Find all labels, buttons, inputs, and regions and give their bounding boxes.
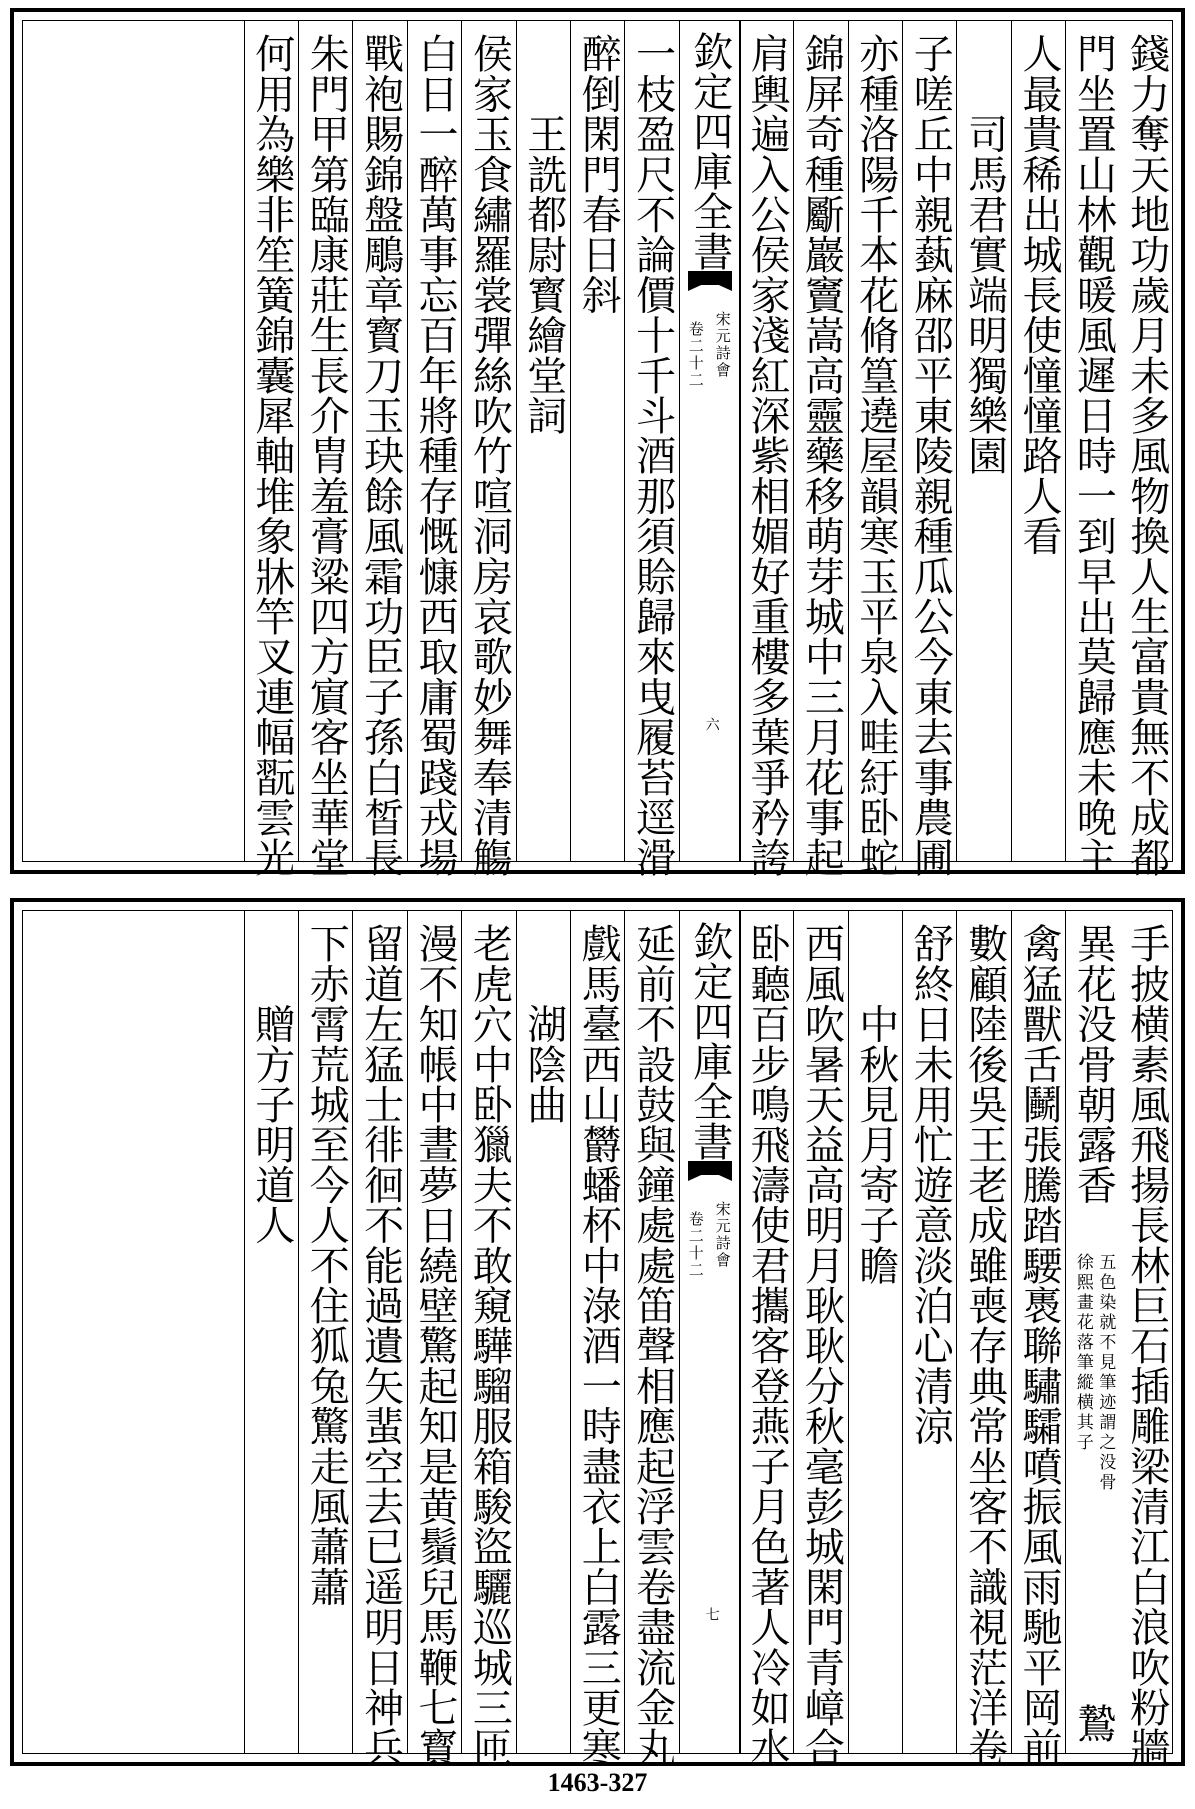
text-column	[624, 21, 679, 878]
collection-title: 欽定四庫全書	[686, 31, 733, 271]
text-column	[298, 911, 353, 1753]
column-text: 肩輿遍入公侯家淺紅深紫相媚好重樓多葉爭矜誇	[743, 33, 790, 878]
text-column	[1120, 911, 1174, 1768]
book-name: 宋元詩會	[713, 1201, 732, 1269]
column-text: 朱門甲第臨康莊生長介胄羞膏粱四方賔客坐華堂	[303, 33, 350, 878]
top-page-inner	[22, 20, 1173, 878]
column-text: 禽猛獸舌鬭張騰踏騕褭聯驌驦噴振風雨馳平岡前	[1015, 923, 1062, 1768]
text-column	[298, 21, 353, 878]
column-text: 數顧陸後吳王老成雖喪存典常坐客不識視茫洋卷	[961, 923, 1008, 1768]
column-text: 王詵都尉寳繪堂詞	[520, 33, 567, 435]
column-text: 亦種洛陽千本花脩篁遶屋韻寒玉平泉入畦紆卧蛇	[852, 33, 899, 878]
text-column	[902, 911, 957, 1753]
column-text: 老虎穴中卧獵夫不敢窺驊騮服箱駿盜驪巡城三匝	[466, 923, 513, 1768]
text-column	[956, 911, 1011, 1768]
text-column	[461, 911, 516, 1768]
juan-number: 卷二十二	[686, 1211, 705, 1279]
column-text: 何用為樂非笙簧錦囊犀軸堆象牀竿叉連幅翫雲光	[248, 33, 295, 878]
text-column	[1120, 21, 1174, 878]
text-column	[1065, 911, 1120, 1753]
column-text: 舒終日未用忙遊意淡泊心清涼	[907, 923, 954, 1446]
text-column	[244, 911, 299, 1753]
text-column	[1011, 21, 1066, 861]
text-column	[244, 21, 299, 878]
column-text: 錢力奪天地功歲月未多風物換人生富貴無不成都	[1123, 33, 1170, 878]
column-text: 漫不知帳中晝夢日繞壁驚起知是黄鬚兒馬鞭七寳	[411, 923, 458, 1768]
text-column	[516, 21, 571, 861]
text-column	[793, 21, 848, 878]
column-text: 延前不設鼓與鐘處處笛聲相應起浮雲卷盡流金丸	[629, 923, 676, 1768]
text-column	[352, 21, 407, 878]
text-column	[461, 21, 516, 878]
column-text: 人最貴稀出城長使憧憧路人看	[1015, 33, 1062, 556]
column-text: 西風吹暑天益高明月耿耿分秋毫彭城閑門青嶂合	[798, 923, 845, 1768]
column-text: 白日一醉萬事忘百年將種存慨慷西取庸蜀踐戎場	[411, 33, 458, 878]
annotation-line: 徐熙畫花落筆縱横其子	[1072, 1253, 1093, 1453]
text-column	[407, 21, 462, 878]
column-text: 錦屏奇種斸巖竇嵩高靈藥移萌芽城中三月花事起	[798, 33, 845, 878]
page-number-footer: 1463-327	[547, 1768, 648, 1797]
column-text: 下赤霄荒城至今人不住狐兔驚走風蕭蕭	[303, 923, 350, 1607]
text-column	[407, 911, 462, 1768]
column-text: 中秋見月寄子瞻	[852, 923, 899, 1285]
column-text: 司馬君實端明獨樂園	[961, 33, 1008, 476]
top-page-frame	[10, 8, 1185, 878]
column-text: 戰袍賜錦盤鵰章寳刀玉玦餘風霜功臣子孫白皙長	[357, 33, 404, 878]
text-column	[739, 21, 794, 878]
column-text: 贈方子明道人	[248, 923, 295, 1245]
text-column	[902, 21, 957, 878]
text-column	[956, 21, 1011, 861]
fish-tail-mark-icon	[688, 271, 732, 299]
column-text: 異花没骨朝露香	[1070, 923, 1117, 1205]
text-column	[516, 911, 571, 1753]
text-column	[352, 911, 407, 1768]
center-margin-column	[679, 21, 741, 861]
leaf-number: 七	[703, 1607, 720, 1621]
column-text: 鷙	[1070, 1702, 1117, 1743]
column-text: 門坐置山林觀暖風遲日時一到早出莫歸應未晚主	[1070, 33, 1117, 878]
column-text: 戲馬臺西山欝蟠杯中淥酒一時盡衣上白露三更寒	[575, 923, 622, 1768]
column-text: 卧聽百步鳴飛濤使君攜客登燕子月色著人冷如水	[743, 923, 790, 1768]
text-column	[848, 911, 903, 1753]
text-column	[793, 911, 848, 1768]
collection-title: 欽定四庫全書	[686, 921, 733, 1161]
column-text: 一枝盈尺不論價十千斗酒那須賒歸來曳履苔逕滑	[629, 33, 676, 878]
center-margin-column	[679, 911, 741, 1753]
bottom-page-inner	[22, 910, 1173, 1768]
annotation-line: 五色染就不見筆迹謂之没骨	[1095, 1253, 1116, 1493]
text-column	[1011, 911, 1066, 1768]
text-column	[1065, 21, 1120, 878]
leaf-number: 六	[703, 717, 720, 731]
fish-tail-mark-icon	[688, 1161, 732, 1189]
column-text: 留道左猛士徘徊不能過遺矢蜚空去已遥明日神兵	[357, 923, 404, 1768]
text-column	[848, 21, 903, 878]
bottom-page-frame	[10, 898, 1185, 1766]
column-text: 侯家玉食繡羅裳彈絲吹竹喧洞房哀歌妙舞奉清觴	[466, 33, 513, 878]
juan-number: 卷二十二	[686, 321, 705, 389]
book-name: 宋元詩會	[713, 311, 732, 379]
column-text: 醉倒閑門春日斜	[575, 33, 622, 315]
text-column	[570, 911, 625, 1768]
column-text: 手披横素風飛揚長林巨石插雕梁清江白浪吹粉牆	[1123, 923, 1170, 1768]
text-column	[739, 911, 794, 1768]
column-text: 子嗟丘中親蓺麻邵平東陵親種瓜公今東去事農圃	[907, 33, 954, 878]
column-text: 湖陰曲	[520, 923, 567, 1124]
text-column	[570, 21, 625, 861]
text-column	[624, 911, 679, 1768]
